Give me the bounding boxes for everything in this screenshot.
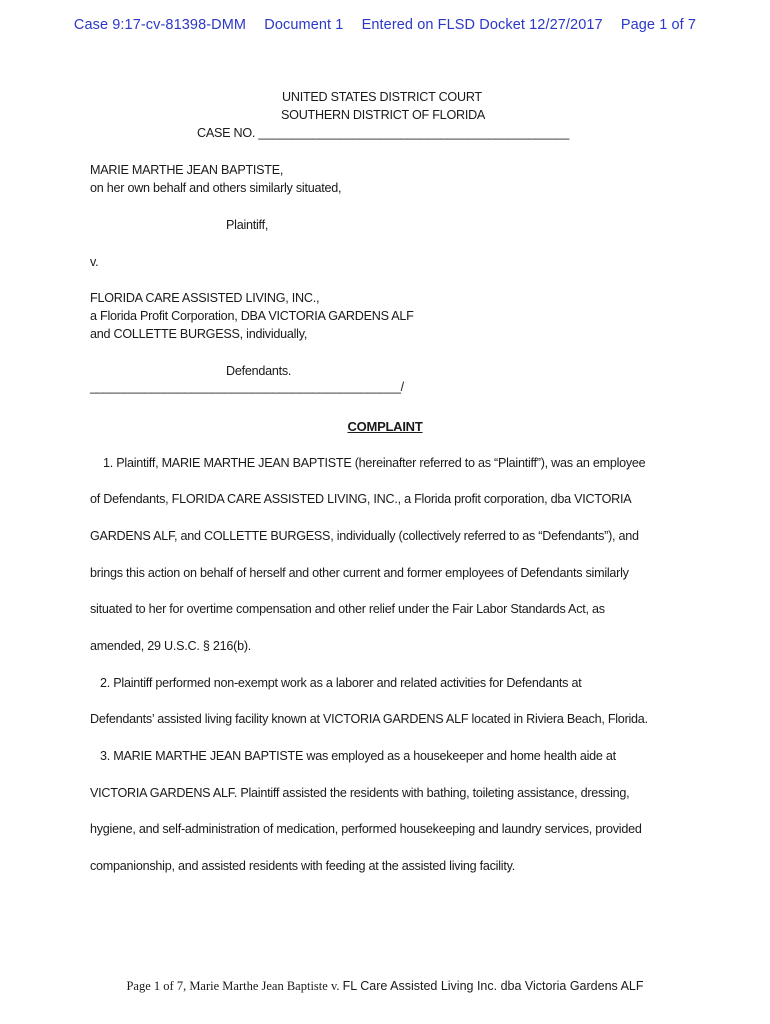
court-district: SOUTHERN DISTRICT OF FLORIDA: [281, 108, 486, 122]
footer-serif-text: Page 1 of 7, Marie Marthe Jean Baptiste v.: [126, 979, 343, 993]
defendants-label: Defendants.: [226, 364, 292, 378]
paragraph-line: 2. Plaintiff performed non-exempt work as a laborer and related activities for Defendants at: [100, 676, 582, 690]
document-title: COMPLAINT: [347, 419, 423, 434]
paragraph-line: amended, 29 U.S.C. § 216(b).: [90, 639, 252, 653]
paragraph-line: 3. MARIE MARTHE JEAN BAPTISTE was employed as a housekeeper and home health aide at: [100, 749, 616, 763]
docket-page: Page 1 of 7: [620, 17, 697, 33]
caption-rule: ______________________________________________/: [90, 380, 404, 394]
plaintiff-label: Plaintiff,: [226, 218, 269, 232]
docket-document: Document 1: [264, 17, 344, 33]
paragraph-line: GARDENS ALF, and COLLETTE BURGESS, individually (collectively referred to as “Defendants”), and: [90, 529, 639, 543]
defendant-line-1: FLORIDA CARE ASSISTED LIVING, INC.,: [90, 291, 320, 305]
plaintiff-name: MARIE MARTHE JEAN BAPTISTE,: [90, 163, 284, 177]
court-name: UNITED STATES DISTRICT COURT: [282, 90, 482, 104]
defendant-line-3: and COLLETTE BURGESS, individually,: [90, 327, 308, 341]
page-footer: [0, 979, 770, 994]
docket-case-number: Case 9:17-cv-81398-DMM: [73, 17, 247, 33]
docket-header: [0, 17, 770, 33]
paragraph-line: 1. Plaintiff, MARIE MARTHE JEAN BAPTISTE (hereinafter referred to as “Plaintiff”), was an employee: [103, 456, 646, 470]
paragraph-line: of Defendants, FLORIDA CARE ASSISTED LIVING, INC., a Florida profit corporation, dba VICTORIA: [90, 492, 632, 506]
footer-sans-text: FL Care Assisted Living Inc. dba Victoria Gardens ALF: [342, 979, 644, 993]
paragraph-line: brings this action on behalf of herself and other current and former employees of Defendants similarly: [90, 566, 629, 580]
docket-entered: Entered on FLSD Docket 12/27/2017: [361, 17, 603, 33]
paragraph-line: Defendants’ assisted living facility known at VICTORIA GARDENS ALF located in Riviera Beach, Florida.: [90, 712, 648, 726]
paragraph-line: VICTORIA GARDENS ALF. Plaintiff assisted the residents with bathing, toileting assistance, dressing,: [90, 786, 630, 800]
defendant-line-2: a Florida Profit Corporation, DBA VICTORIA GARDENS ALF: [90, 309, 414, 323]
case-number-line: CASE NO. ______________________________________________: [197, 126, 570, 140]
plaintiff-description: on her own behalf and others similarly situated,: [90, 181, 342, 195]
versus: v.: [90, 255, 99, 269]
paragraph-line: companionship, and assisted residents with feeding at the assisted living facility.: [90, 859, 515, 873]
paragraph-line: hygiene, and self-administration of medication, performed housekeeping and laundry services, provided: [90, 822, 642, 836]
paragraph-line: situated to her for overtime compensation and other relief under the Fair Labor Standards Act, as: [90, 602, 605, 616]
